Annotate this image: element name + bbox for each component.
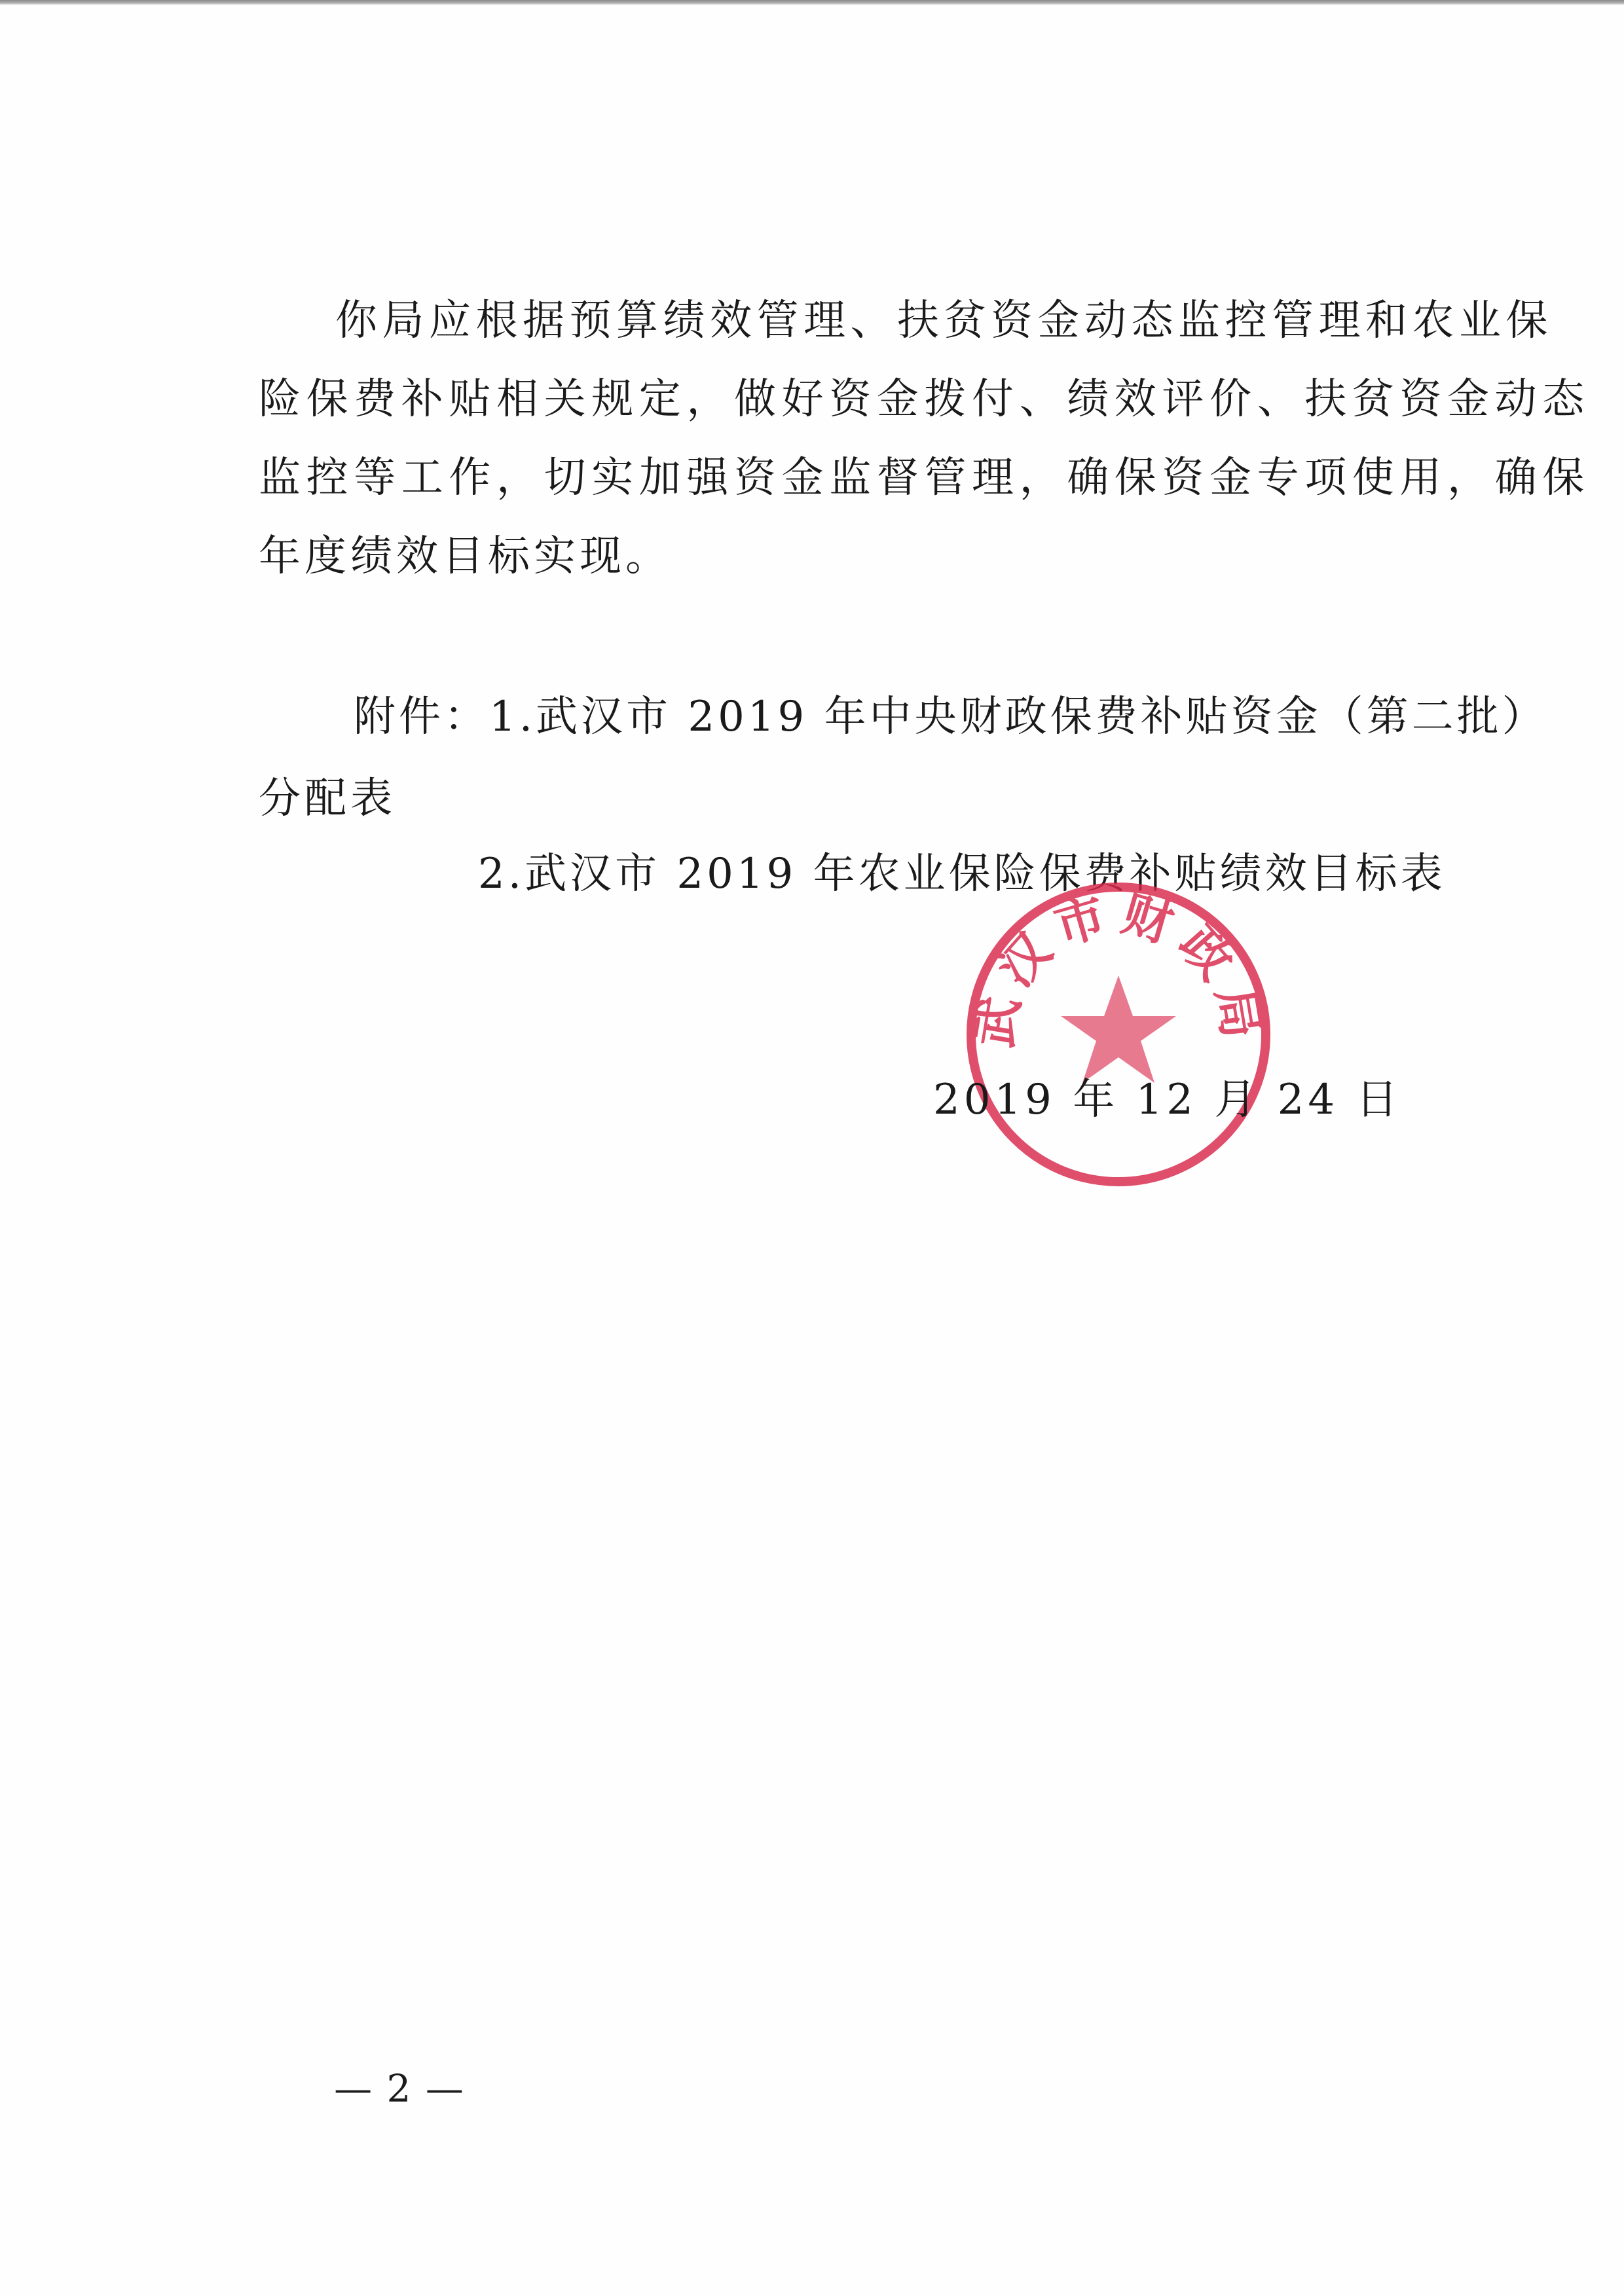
seal-text: 武汉市财政局 (964, 883, 1273, 1051)
attachment-2: 2.武汉市 2019 年农业保险保费补贴绩效目标表 (478, 850, 1446, 898)
attachment-1-continued: 分配表 (259, 774, 396, 823)
page-number: — 2 — (334, 2066, 465, 2111)
signature-date: 2019 年 12 月 24 日 (933, 1076, 1402, 1124)
paragraph-line: 你局应根据预算绩效管理、扶贫资金动态监控管理和农业保 (335, 297, 1553, 345)
paragraph-line: 年度绩效目标实现。 (259, 532, 671, 581)
paragraph-line: 监控等工作，切实加强资金监督管理，确保资金专项使用，确保 (259, 454, 1590, 502)
star-icon (1061, 975, 1176, 1083)
scan-edge (0, 0, 1624, 5)
paragraph-line: 险保费补贴相关规定，做好资金拨付、绩效评价、扶贫资金动态 (259, 375, 1590, 424)
attachment-1: 附件：1.武汉市 2019 年中央财政保费补贴资金（第二批） (354, 693, 1547, 741)
official-seal (961, 877, 1276, 1192)
